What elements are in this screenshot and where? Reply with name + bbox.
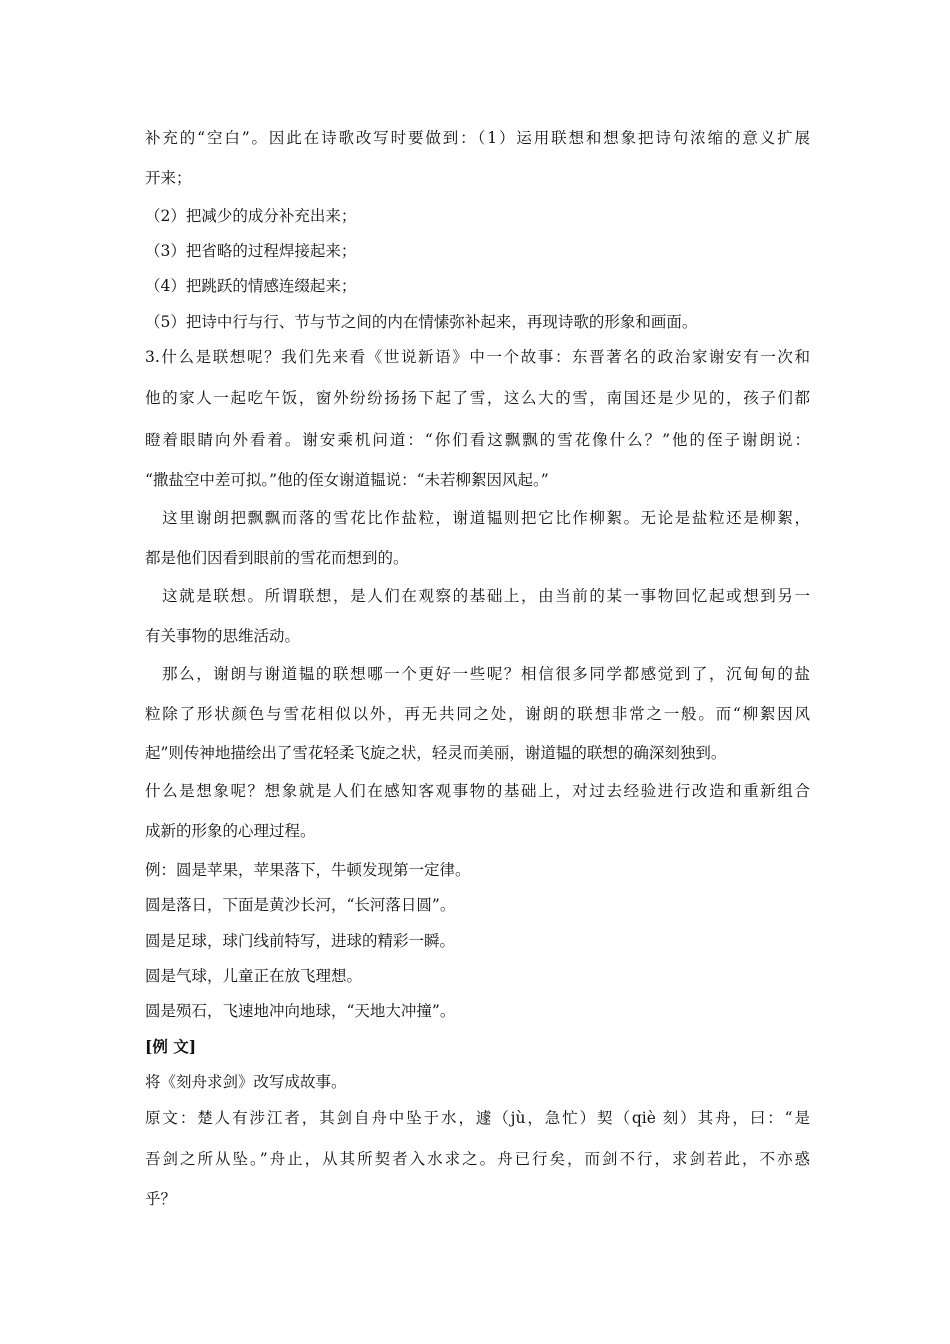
text-line: 这里谢朗把飘飘而落的雪花比作盐粒，谢道韫则把它比作柳絮。无论是盐粒还是柳絮， — [145, 509, 810, 527]
text-line: 有关事物的思维活动。 — [145, 627, 301, 645]
text-line: “撒盐空中差可拟。”他的侄女谢道韫说：“未若柳絮因风起。” — [145, 471, 549, 489]
text-line: 成新的形象的心理过程。 — [145, 822, 316, 840]
list-item: （2）把减少的成分补充出来； — [145, 207, 357, 225]
text-line: 那么，谢朗与谢道韫的联想哪一个更好一些呢？相信很多同学都感觉到了，沉甸甸的盐 — [145, 665, 810, 683]
text-line: 原文：楚人有涉江者，其剑自舟中坠于水，遽（jù，急忙）契（qiè 刻）其舟，曰：“是 — [145, 1109, 810, 1127]
text-line: 这就是联想。所谓联想，是人们在观察的基础上，由当前的某一事物回忆起或想到另一 — [145, 587, 810, 605]
text-line: 乎？ — [145, 1190, 177, 1208]
text-line: 都是他们因看到眼前的雪花而想到的。 — [145, 549, 409, 567]
text-line: 吾剑之所从坠。”舟止，从其所契者入水求之。舟已行矣，而剑不行，求剑若此，不亦惑 — [145, 1150, 810, 1168]
text-line: 什么是想象呢？想象就是人们在感知客观事物的基础上，对过去经验进行改造和重新组合 — [145, 782, 810, 800]
list-item: （5）把诗中行与行、节与节之间的内在情愫弥补起来，再现诗歌的形象和画面。 — [145, 313, 698, 331]
example-line: 例：圆是苹果，苹果落下，牛顿发现第一定律。 — [145, 861, 471, 879]
text-line: 将《刻舟求剑》改写成故事。 — [145, 1073, 347, 1091]
text-line: 粒除了形状颜色与雪花相似以外，再无共同之处，谢朗的联想非常之一般。而“柳絮因风 — [145, 705, 810, 723]
list-item: （4）把跳跃的情感连缀起来； — [145, 277, 357, 295]
list-item: （3）把省略的过程焊接起来； — [145, 242, 357, 260]
text-line: 3.什么是联想呢？我们先来看《世说新语》中一个故事：东晋著名的政治家谢安有一次和 — [145, 348, 810, 366]
text-line: 开来； — [145, 169, 192, 187]
example-line: 圆是气球，儿童正在放飞理想。 — [145, 967, 363, 985]
example-line: 圆是足球，球门线前特写，进球的精彩一瞬。 — [145, 932, 456, 950]
section-heading: [例 文] — [145, 1037, 197, 1056]
text-line: 起”则传神地描绘出了雪花轻柔飞旋之状，轻灵而美丽，谢道韫的联想的确深刻独到。 — [145, 744, 727, 762]
text-line: 瞪着眼睛向外看着。谢安乘机问道：“你们看这飘飘的雪花像什么？”他的侄子谢朗说： — [145, 431, 810, 449]
example-line: 圆是殒石，飞速地冲向地球，“天地大冲撞”。 — [145, 1002, 456, 1020]
text-line: 补充的“空白”。因此在诗歌改写时要做到：（1）运用联想和想象把诗句浓缩的意义扩展 — [145, 129, 810, 147]
text-line: 他的家人一起吃午饭，窗外纷纷扬扬下起了雪，这么大的雪，南国还是少见的，孩子们都 — [145, 389, 810, 407]
example-line: 圆是落日，下面是黄沙长河，“长河落日圆”。 — [145, 896, 456, 914]
